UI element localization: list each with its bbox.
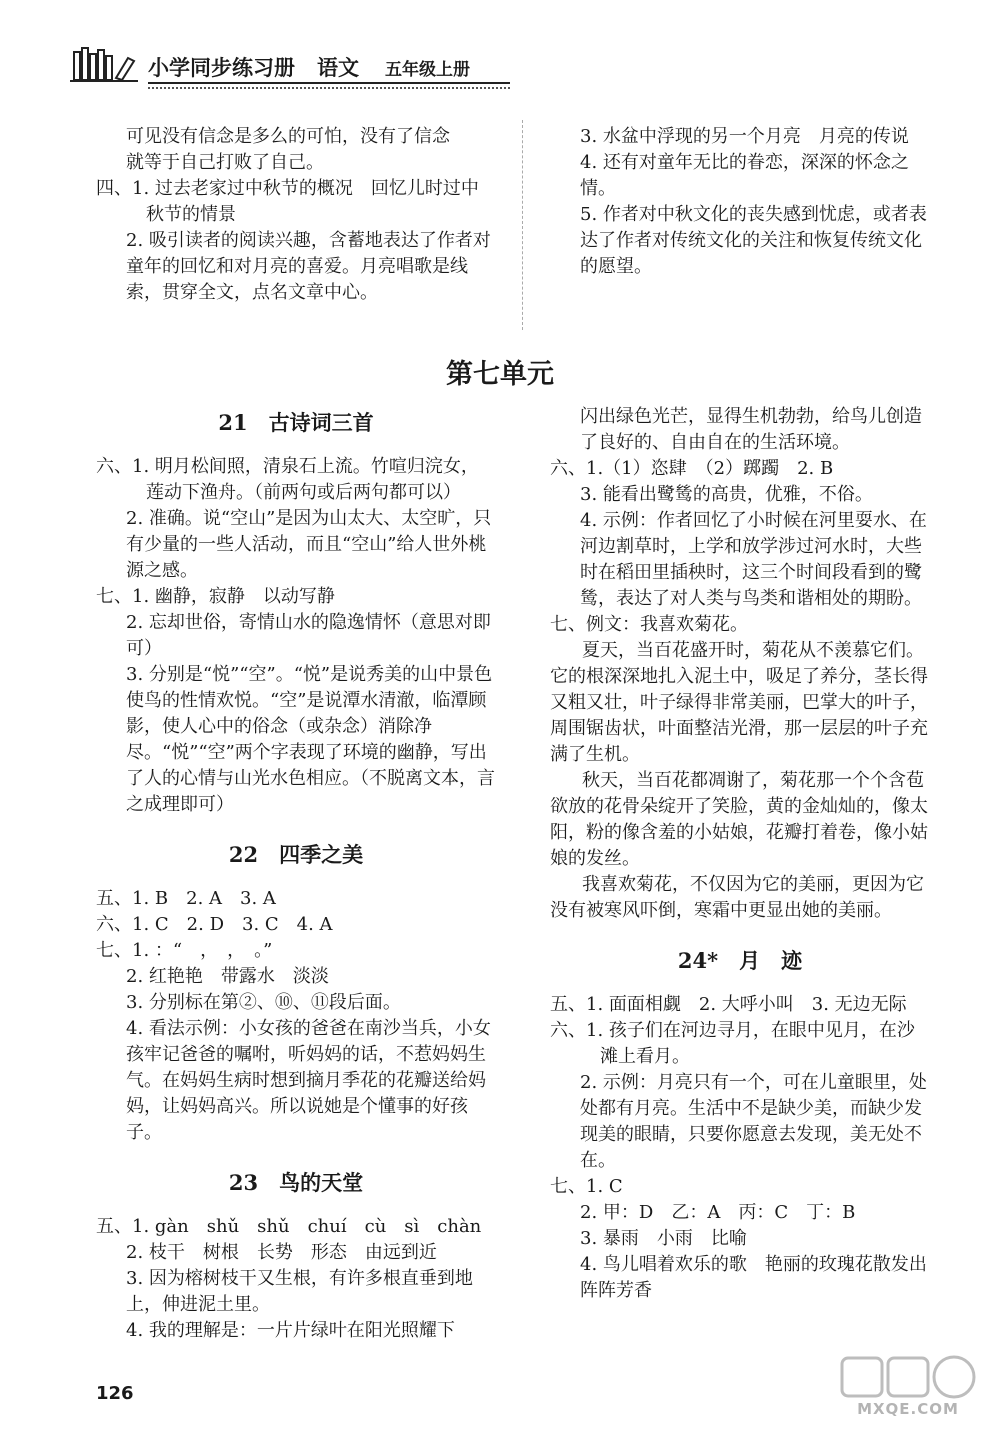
answer-line: 2. 枝干 树根 长势 形态 由远到近 — [126, 1242, 437, 1263]
answer-line: 3. 分别标在第②、⑩、⑪段后面。 — [126, 992, 401, 1013]
lesson-title: 21 古诗词三首 — [218, 410, 374, 435]
answer-line: 七、1. 幽静，寂静 以动写静 — [96, 586, 335, 607]
answer-line: 四、1. 过去老家过中秋节的概况 回忆儿时过中秋节的情景 — [96, 178, 479, 225]
answer-line: 2. 甲：D 乙：A 丙：C 丁：B — [580, 1202, 856, 1223]
lesson-title: 23 鸟的天堂 — [228, 1170, 364, 1195]
answer-line: 闪出绿色光芒，显得生机勃勃，给鸟儿创造了良好的、自由自在的生活环境。 — [580, 406, 922, 453]
watermark-text: MXQE.COM — [857, 1400, 959, 1418]
answer-line: 3. 分别是“悦”“空”。“悦”是说秀美的山中景色使鸟的性情欢悦。“空”是说潭水清澈，临潭顾影，使人心中的俗念（或杂念）消除净尽。“悦”“空”两个字表现了环境的幽静，写出了人的心情与山光水色相应。（不脱离文本，言之成理即可） — [126, 664, 495, 815]
answer-line: 3. 水盆中浮现的另一个月亮 月亮的传说 — [580, 126, 909, 147]
answer-line: 就等于自己打败了自己。 — [126, 152, 324, 173]
answer-line: 六、1.（1）恣肆 （2）踯躅 2. B — [550, 458, 834, 479]
main-left-column — [96, 410, 496, 1344]
answer-line: 4. 还有对童年无比的眷恋，深深的怀念之情。 — [580, 152, 909, 199]
lesson-title: 22 四季之美 — [228, 842, 364, 867]
answer-line: 六、1. C 2. D 3. C 4. A — [96, 914, 333, 935]
column-divider-top — [522, 120, 523, 330]
answer-line: 夏天，当百花盛开时，菊花从不羡慕它们。它的根深深地扎入泥土中，吸足了养分，茎长得又粗又壮，叶子绿得非常美丽，巴掌大的叶子，周围锯齿状，叶面整洁光滑，那一层层的叶子充满了生机。 — [550, 640, 928, 765]
answer-line: 4. 我的理解是：一片片绿叶在阳光照耀下 — [126, 1320, 455, 1341]
site-watermark — [838, 1352, 978, 1432]
answer-line: 2. 忘却世俗，寄情山水的隐逸情怀（意思对即可） — [126, 612, 491, 659]
answer-line: 五、1. 面面相觑 2. 大呼小叫 3. 无边无际 — [550, 994, 907, 1015]
answer-line: 4. 鸟儿唱着欢乐的歌 艳丽的玫瑰花散发出阵阵芳香 — [580, 1254, 927, 1301]
answer-line: 七、1. ：“ ， ， 。” — [96, 940, 273, 961]
answer-line: 2. 示例：月亮只有一个，可在儿童眼里，处处都有月亮。生活中不是缺少美，而缺少发现美的眼睛，只要你愿意去发现，美无处不在。 — [580, 1072, 927, 1171]
answer-line: 七、例文：我喜欢菊花。 — [550, 614, 748, 635]
answer-line: 3. 暴雨 小雨 比喻 — [580, 1228, 747, 1249]
answer-line: 五、1. gàn shǔ shǔ chuí cù sì chàn — [96, 1216, 482, 1237]
answer-line: 六、1. 明月松间照，清泉石上流。竹喧归浣女，莲动下渔舟。（前两句或后两句都可以） — [96, 456, 479, 503]
answer-line: 2. 吸引读者的阅读兴趣，含蓄地表达了作者对童年的回忆和对月亮的喜爱。月亮唱歌是线索，贯穿全文，点名文章中心。 — [126, 230, 491, 303]
answer-line: 4. 示例：作者回忆了小时候在河里耍水、在河边割草时，上学和放学涉过河水时，大些时在稻田里插秧时，这三个时间段看到的鹭鸶，表达了对人类与鸟类和谐相处的期盼。 — [580, 510, 927, 609]
page-header — [70, 38, 510, 98]
answer-line: 六、1. 孩子们在河边寻月，在眼中见月，在沙滩上看月。 — [550, 1020, 915, 1067]
answer-line: 五、1. B 2. A 3. A — [96, 888, 276, 909]
header-rule — [148, 82, 510, 84]
answer-line: 4. 看法示例：小女孩的爸爸在南沙当兵，小女孩牢记爸爸的嘱咐，听妈妈的话，不惹妈妈生气。在妈妈生病时想到摘月季花的花瓣送给妈妈，让妈妈高兴。所以说她是个懂事的好孩子。 — [126, 1018, 491, 1143]
top-left-column — [96, 124, 496, 306]
books-logo-icon — [70, 44, 140, 84]
grade-label: 五年级上册 — [385, 60, 470, 80]
answer-line: 5. 作者对中秋文化的丧失感到忧虑，或者表达了作者对传统文化的关注和恢复传统文化的愿望。 — [580, 204, 927, 277]
subject-label: 语文 — [317, 56, 359, 80]
answer-line: 我喜欢菊花，不仅因为它的美丽，更因为它没有被寒风吓倒，寒霜中更显出她的美丽。 — [550, 874, 924, 921]
top-right-column — [550, 124, 930, 280]
answer-line: 秋天，当百花都凋谢了，菊花那一个个含苞欲放的花骨朵绽开了笑脸，黄的金灿灿的，像太阳，粉的像含羞的小姑娘，花瓣打着卷，像小姑娘的发丝。 — [550, 770, 928, 869]
answer-line: 七、1. C — [550, 1176, 623, 1197]
book-title: 小学同步练习册 — [148, 56, 295, 80]
answer-line: 可见没有信念是多么的可怕，没有了信念 — [126, 126, 450, 147]
answer-line: 2. 红艳艳 带露水 淡淡 — [126, 966, 329, 987]
page-number: 126 — [96, 1383, 134, 1404]
header-title — [148, 52, 470, 82]
answer-line: 3. 能看出鹭鸶的高贵，优雅，不俗。 — [580, 484, 873, 505]
answer-line: 3. 因为榕树枝干又生根，有许多根直垂到地上，伸进泥土里。 — [126, 1268, 473, 1315]
lesson-title: 24* 月 迹 — [677, 948, 803, 973]
main-right-column — [550, 404, 930, 1304]
answer-line: 2. 准确。说“空山”是因为山太大、太空旷，只有少量的一些人活动，而且“空山”给人世外桃源之感。 — [126, 508, 492, 581]
unit-title: 第七单元 — [446, 359, 554, 390]
header-dotted-rule — [148, 87, 510, 89]
watermark-logo-icon — [838, 1352, 978, 1402]
